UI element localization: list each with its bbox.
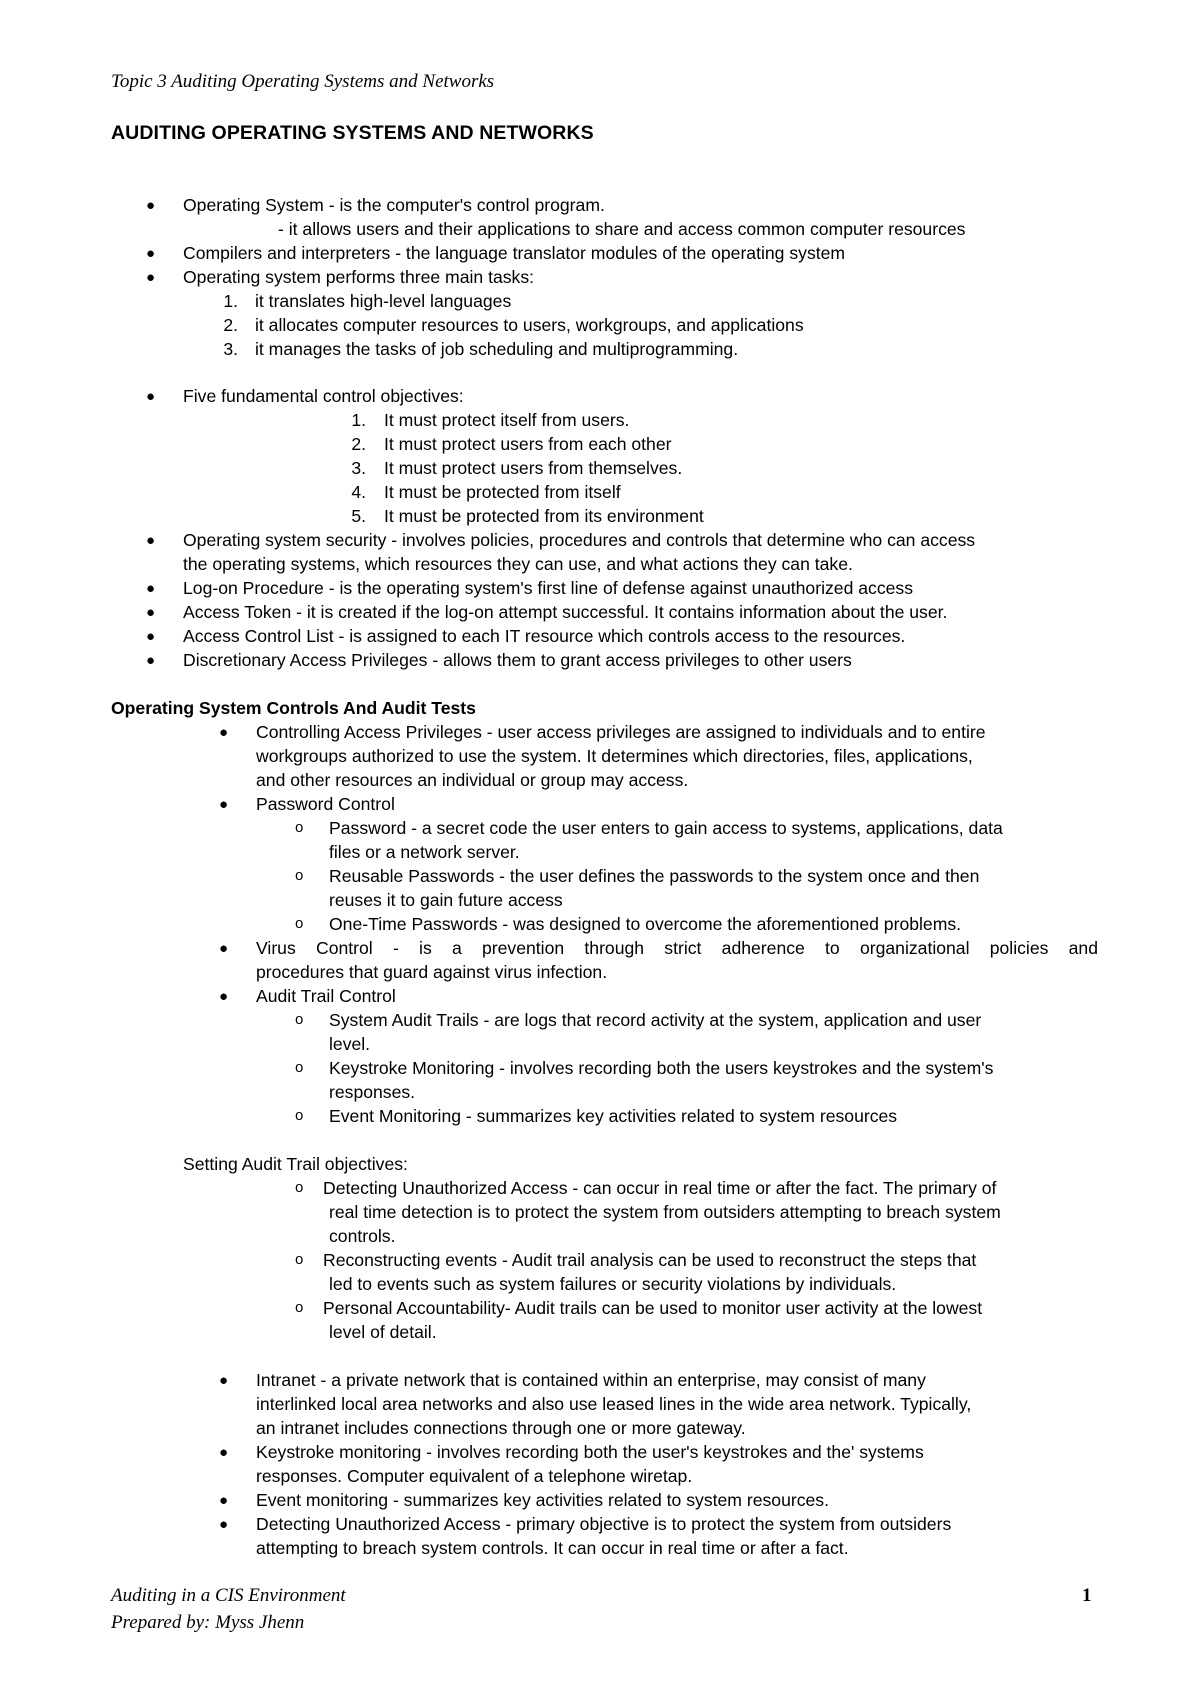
list-number: 2. <box>351 434 366 454</box>
reconstructing-events-line: led to events such as system failures or security violations by individuals. <box>329 1274 897 1294</box>
keystroke-line: Keystroke monitoring - involves recording both the user's keystrokes and the' systems <box>256 1442 924 1462</box>
personal-accountability-line: level of detail. <box>329 1322 437 1342</box>
password-line: files or a network server. <box>329 842 520 862</box>
list-number: 2. <box>223 315 238 335</box>
bullet-icon: ● <box>219 796 229 813</box>
task-item: it translates high-level languages <box>255 291 512 311</box>
bullet-icon: ● <box>219 1444 229 1461</box>
list-number: 1. <box>223 291 238 311</box>
virus-control-line: Virus Control - is a prevention through strict adherence to organizational policies and <box>256 938 1098 958</box>
system-audit-trails-line: level. <box>329 1034 371 1054</box>
bullet-icon: ● <box>146 628 156 645</box>
intranet-line: Intranet - a private network that is contained within an enterprise, may consist of many <box>256 1370 926 1390</box>
objective-item: It must protect users from each other <box>384 434 672 454</box>
list-number: 4. <box>351 482 366 502</box>
footer-course: Auditing in a CIS Environment <box>111 1585 346 1606</box>
page-header: Topic 3 Auditing Operating Systems and Networks <box>111 71 495 92</box>
document-title: AUDITING OPERATING SYSTEMS AND NETWORKS <box>111 122 594 144</box>
tasks-intro: Operating system performs three main tasks: <box>183 267 535 287</box>
objective-item: It must be protected from itself <box>384 482 621 502</box>
objective-item: It must protect itself from users. <box>384 410 630 430</box>
event-monitoring-item: Event monitoring - summarizes key activities related to system resources. <box>256 1490 829 1510</box>
bullet-icon: ● <box>219 1492 229 1509</box>
bullet-icon: ● <box>146 532 156 549</box>
circle-bullet-icon: o <box>295 819 304 836</box>
circle-bullet-icon: o <box>295 915 304 932</box>
circle-bullet-icon: o <box>295 1299 304 1316</box>
access-privileges-line: workgroups authorized to use the system. It determines which directories, files, applications, <box>256 746 973 766</box>
discretionary-access: Discretionary Access Privileges - allows them to grant access privileges to other users <box>183 650 852 670</box>
task-item: it manages the tasks of job scheduling and multiprogramming. <box>255 339 739 359</box>
bullet-icon: ● <box>146 197 156 214</box>
bullet-icon: ● <box>219 1516 229 1533</box>
list-number: 3. <box>223 339 238 359</box>
intranet-line: interlinked local area networks and also use leased lines in the wide area network. Typically, <box>256 1394 972 1414</box>
keystroke-line: responses. Computer equivalent of a telephone wiretap. <box>256 1466 693 1486</box>
bullet-icon: ● <box>146 604 156 621</box>
personal-accountability-line: Personal Accountability- Audit trails can be used to monitor user activity at the lowest <box>323 1298 983 1318</box>
list-number: 1. <box>351 410 366 430</box>
objective-item: It must protect users from themselves. <box>384 458 683 478</box>
virus-control-line: procedures that guard against virus infection. <box>256 962 608 982</box>
detecting-access-line: controls. <box>329 1226 396 1246</box>
password-control: Password Control <box>256 794 395 814</box>
circle-bullet-icon: o <box>295 1251 304 1268</box>
bullet-icon: ● <box>219 1372 229 1389</box>
reusable-password-line: reuses it to gain future access <box>329 890 563 910</box>
reusable-password-line: Reusable Passwords - the user defines the passwords to the system once and then <box>329 866 980 886</box>
one-time-password: One-Time Passwords - was designed to overcome the aforementioned problems. <box>329 914 962 934</box>
access-token: Access Token - it is created if the log-on attempt successful. It contains information about the user. <box>183 602 948 622</box>
os-definition-continued: - it allows users and their applications to share and access common computer resources <box>278 219 966 239</box>
unauthorized-access-line: attempting to breach system controls. It can occur in real time or after a fact. <box>256 1538 849 1558</box>
circle-bullet-icon: o <box>295 1107 304 1124</box>
objectives-intro: Five fundamental control objectives: <box>183 386 464 406</box>
task-item: it allocates computer resources to users, workgroups, and applications <box>255 315 804 335</box>
bullet-icon: ● <box>146 245 156 262</box>
bullet-icon: ● <box>146 580 156 597</box>
compilers-definition: Compilers and interpreters - the language translator modules of the operating system <box>183 243 846 263</box>
audit-objectives-intro: Setting Audit Trail objectives: <box>183 1154 408 1174</box>
reconstructing-events-line: Reconstructing events - Audit trail analysis can be used to reconstruct the steps that <box>323 1250 977 1270</box>
logon-procedure: Log-on Procedure - is the operating system's first line of defense against unauthorized access <box>183 578 913 598</box>
bullet-icon: ● <box>219 988 229 1005</box>
access-control-list: Access Control List - is assigned to each IT resource which controls access to the resources. <box>183 626 906 646</box>
unauthorized-access-line: Detecting Unauthorized Access - primary objective is to protect the system from outsiders <box>256 1514 952 1534</box>
bullet-icon: ● <box>219 940 229 957</box>
intranet-line: an intranet includes connections through one or more gateway. <box>256 1418 746 1438</box>
bullet-icon: ● <box>146 269 156 286</box>
keystroke-monitoring-line: Keystroke Monitoring - involves recording both the users keystrokes and the system's <box>329 1058 994 1078</box>
bullet-icon: ● <box>219 724 229 741</box>
access-privileges-line: Controlling Access Privileges - user access privileges are assigned to individuals and to entire <box>256 722 986 742</box>
detecting-access-line: Detecting Unauthorized Access - can occur in real time or after the fact. The primary of <box>323 1178 997 1198</box>
bullet-icon: ● <box>146 652 156 669</box>
system-audit-trails-line: System Audit Trails - are logs that record activity at the system, application and user <box>329 1010 982 1030</box>
detecting-access-line: real time detection is to protect the system from outsiders attempting to breach system <box>329 1202 1001 1222</box>
circle-bullet-icon: o <box>295 1179 304 1196</box>
keystroke-monitoring-line: responses. <box>329 1082 416 1102</box>
section-heading: Operating System Controls And Audit Tests <box>111 698 476 718</box>
event-monitoring: Event Monitoring - summarizes key activities related to system resources <box>329 1106 898 1126</box>
circle-bullet-icon: o <box>295 1059 304 1076</box>
os-security-line: Operating system security - involves policies, procedures and controls that determine who can access <box>183 530 976 550</box>
os-definition: Operating System - is the computer's control program. <box>183 195 605 215</box>
list-number: 5. <box>351 506 366 526</box>
bullet-icon: ● <box>146 388 156 405</box>
audit-trail-control: Audit Trail Control <box>256 986 396 1006</box>
os-security-line: the operating systems, which resources they can use, and what actions they can take. <box>183 554 853 574</box>
circle-bullet-icon: o <box>295 1011 304 1028</box>
password-line: Password - a secret code the user enters to gain access to systems, applications, data <box>329 818 1003 838</box>
circle-bullet-icon: o <box>295 867 304 884</box>
page-number: 1 <box>1082 1585 1092 1606</box>
objective-item: It must be protected from its environment <box>384 506 704 526</box>
access-privileges-line: and other resources an individual or group may access. <box>256 770 689 790</box>
footer-author: Prepared by: Myss Jhenn <box>111 1612 305 1633</box>
list-number: 3. <box>351 458 366 478</box>
